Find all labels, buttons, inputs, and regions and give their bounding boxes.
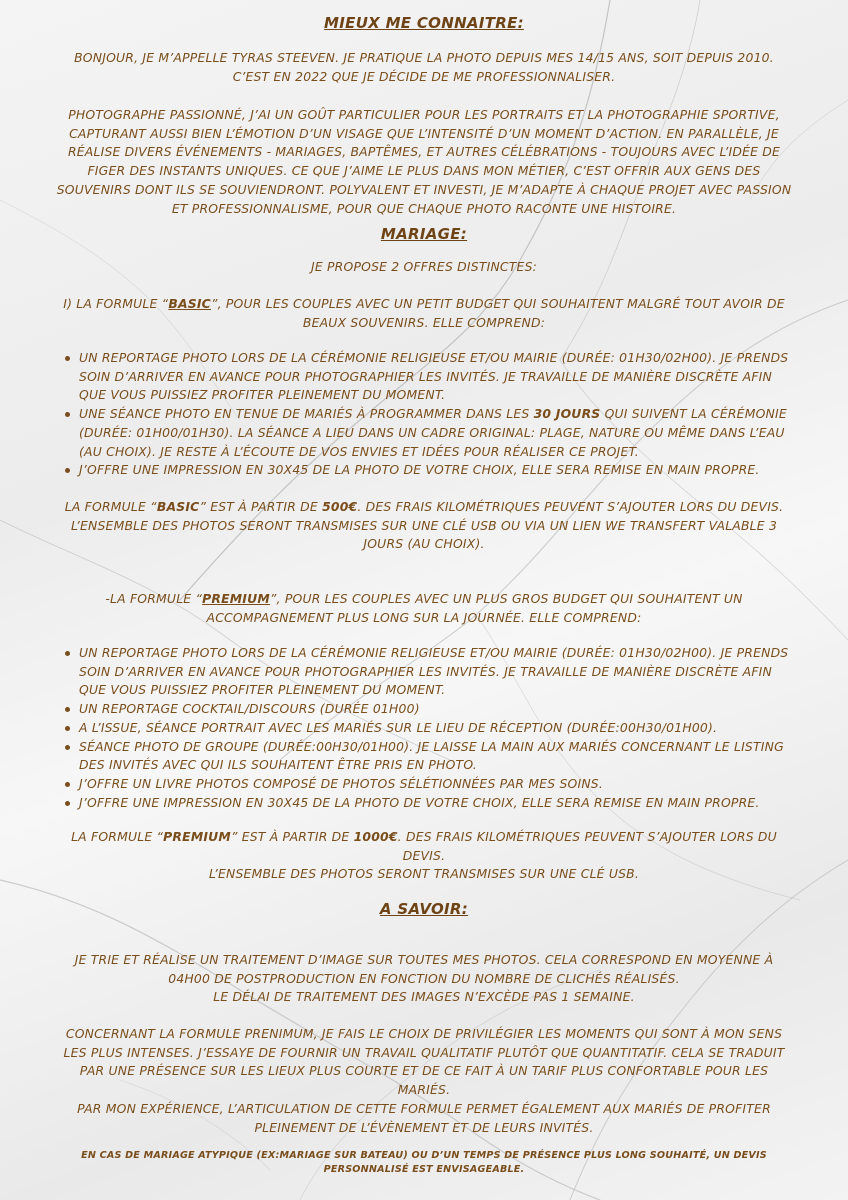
basic-price-paragraph: LA FORMULE “BASIC” EST À PARTIR DE 500€. DES FRAIS KILOMÉTRIQUES PEUVENT S’AJOUTER LORS DU DEVIS. L’ENSEMBLE DES PHOTOS SERONT TRANSMISES SUR UNE CLÉ USB OU VIA UN LIEN WE TRANSFERT VALABLE 3 JOURS (AU CHOIX). [64,499,784,552]
premium-approach-paragraph: CONCERNANT LA FORMULE PRENIMUM, JE FAIS LE CHOIX DE PRIVILÉGIER LES MOMENTS QUI SONT À MON SENS LES PLUS INTENSES. J’ESSAYE DE FOURNIR UN TRAVAIL QUALITATIF PLUTÔT QUE QUANTITATIF. CELA SE TRADUIT PAR UNE PRÉSENCE SUR LES LIEUX PLUS COURTE ET DE CE FAIT À UN TARIF PLUS CONFORTABLE POUR LES MARIÉS. PAR MON EXPÉRIENCE, L’ARTICULATION DE CETTE FORMULE PERMET ÉGALEMENT AUX MARIÉS DE PROFITER PLEINEMENT DE L’ÉVÈNEMENT ET DE LEURS INVITÉS. [63,1026,785,1135]
list-item: UN REPORTAGE PHOTO LORS DE LA CÉRÉMONIE RELIGIEUSE ET/OU MAIRIE (DURÉE: 01H30/02H00). JE PRENDS SOIN D’ARRIVER EN AVANCE POUR PHOTOGRAPHIER LES INVITÉS. JE TRAVAILLE DE MANIÈRE DISCRÈTE AFIN QUE VOUS PUISSIEZ PROFITER PLEINEMENT DU MOMENT. [62,349,792,405]
about-heading: MIEUX ME CONNAITRE: [324,14,524,32]
premium-price-paragraph: LA FORMULE “PREMIUM” EST À PARTIR DE 1000€. DES FRAIS KILOMÉTRIQUES PEUVENT S’AJOUTER LORS DU DEVIS. L’ENSEMBLE DES PHOTOS SERONT TRANSMISES SUR UNE CLÉ USB. [71,829,777,882]
processing-paragraph: JE TRIE ET RÉALISE UN TRAITEMENT D’IMAGE SUR TOUTES MES PHOTOS. CELA CORRESPOND EN MOYENNE À 04H00 DE POSTPRODUCTION EN FONCTION DU NOMBRE DE CLICHÉS RÉALISÉS. LE DÉLAI DE TRAITEMENT DES IMAGES N’EXCÈDE PAS 1 SEMAINE. [74,952,774,1005]
experience-note: PAR MON EXPÉRIENCE, L’ARTICULATION DE CETTE FORMULE PERMET ÉGALEMENT AUX MARIÉS DE PROFITER PLEINEMENT DE L’ÉVÈNEMENT ET DE LEURS INVITÉS. [77,1100,771,1135]
offers-intro: JE PROPOSE 2 OFFRES DISTINCTES: [310,259,538,274]
delay-note: LE DÉLAI DE TRAITEMENT DES IMAGES N’EXCÈDE PAS 1 SEMAINE. [213,989,635,1005]
basic-name: BASIC [168,296,211,311]
premium-usb-note: L’ENSEMBLE DES PHOTOS SERONT TRANSMISES SUR UNE CLÉ USB. [208,866,640,882]
basic-includes-list [62,349,792,480]
list-item: UN REPORTAGE COCKTAIL/DISCOURS (DURÉE 01H00) [62,700,792,719]
list-item: J’OFFRE UN LIVRE PHOTOS COMPOSÉ DE PHOTOS SÉLÉTIONNÉES PAR MES SOINS. [62,775,792,794]
info-heading: A SAVOIR: [379,900,469,918]
list-item: A L’ISSUE, SÉANCE PORTRAIT AVEC LES MARIÉS SUR LE LIEU DE RÉCEPTION (DURÉE:00H30/01H00). [62,719,792,738]
list-item: J’OFFRE UNE IMPRESSION EN 30X45 DE LA PHOTO DE VOTRE CHOIX, ELLE SERA REMISE EN MAIN PROPRE. [62,794,792,813]
about-intro-paragraph: BONJOUR, JE M’APPELLE TYRAS STEEVEN. JE PRATIQUE LA PHOTO DEPUIS MES 14/15 ANS, SOIT DEPUIS 2010. C’EST EN 2022 QUE JE DÉCIDE DE ME PROFESSIONNALISER. [74,50,774,84]
wedding-heading: MARIAGE: [380,225,468,243]
atypical-wedding-note: EN CAS DE MARIAGE ATYPIQUE (EX:MARIAGE SUR BATEAU) OU D’UN TEMPS DE PRÉSENCE PLUS LONG SOUHAITÉ, UN DEVIS PERSONNALISÉ EST ENVISAGEABLE. [81,1150,767,1175]
list-item: UNE SÉANCE PHOTO EN TENUE DE MARIÉS À PROGRAMMER DANS LES 30 JOURS QUI SUIVENT LA CÉRÉMONIE (DURÉE: 01H00/01H30). LA SÉANCE A LIEU DANS UN CADRE ORIGINAL: PLAGE, NATURE OU MÊME DANS L’EAU (AU CHOIX). JE RESTE À L’ÉCOUTE DE VOS ENVIES ET IDÉES POUR RÉALISER CE PROJET. [62,405,792,461]
list-item: UN REPORTAGE PHOTO LORS DE LA CÉRÉMONIE RELIGIEUSE ET/OU MAIRIE (DURÉE: 01H30/02H00). JE PRENDS SOIN D’ARRIVER EN AVANCE POUR PHOTOGRAPHIER LES INVITÉS. JE TRAVAILLE DE MANIÈRE DISCRÈTE AFIN QUE VOUS PUISSIEZ PROFITER PLEINEMENT DU MOMENT. [62,644,792,700]
about-passion-paragraph: PHOTOGRAPHE PASSIONNÉ, J’AI UN GOÛT PARTICULIER POUR LES PORTRAITS ET LA PHOTOGRAPHIE SPORTIVE, CAPTURANT AUSSI BIEN L’ÉMOTION D’UN VISAGE QUE L’INTENSITÉ D’UN MOMENT D’ACTION. EN PARALLÈLE, JE RÉALISE DIVERS ÉVÉNEMENTS - MARIAGES, BAPTÊMES, ET AUTRES CÉLÉBRATIONS - TOUJOURS AVEC L’IDÉE DE FIGER DES INSTANTS UNIQUES. CE QUE J’AIME LE PLUS DANS MON MÉTIER, C’EST OFFRIR AUX GENS DES SOUVENIRS DONT ILS SE SOUVIENDRONT. POLYVALENT ET INVESTI, JE M’ADAPTE À CHAQUE PROJET AVEC PASSION ET PROFESSIONNALISME, POUR QUE CHAQUE PHOTO RACONTE UNE HISTOIRE. [56,107,792,216]
premium-intro-paragraph: -LA FORMULE “PREMIUM”, POUR LES COUPLES AVEC UN PLUS GROS BUDGET QUI SOUHAITENT UN ACCOMPAGNEMENT PLUS LONG SUR LA JOURNÉE. ELLE COMPREND: [105,591,743,625]
premium-price: 1000€ [353,829,398,844]
basic-price: 500€ [322,499,358,514]
premium-name: PREMIUM [202,591,270,606]
premium-includes-list [62,644,792,812]
list-item: SÉANCE PHOTO DE GROUPE (DURÉE:00H30/01H00). JE LAISSE LA MAIN AUX MARIÉS CONCERNANT LE LISTING DES INVITÉS AVEC QUI ILS SOUHAITENT ÊTRE PRIS EN PHOTO. [62,738,792,775]
basic-intro-paragraph: I) LA FORMULE “BASIC”, POUR LES COUPLES AVEC UN PETIT BUDGET QUI SOUHAITENT MALGRÉ TOUT AVOIR DE BEAUX SOUVENIRS. ELLE COMPREND: [63,296,785,330]
list-item: J’OFFRE UNE IMPRESSION EN 30X45 DE LA PHOTO DE VOTRE CHOIX, ELLE SERA REMISE EN MAIN PROPRE. [62,461,792,480]
